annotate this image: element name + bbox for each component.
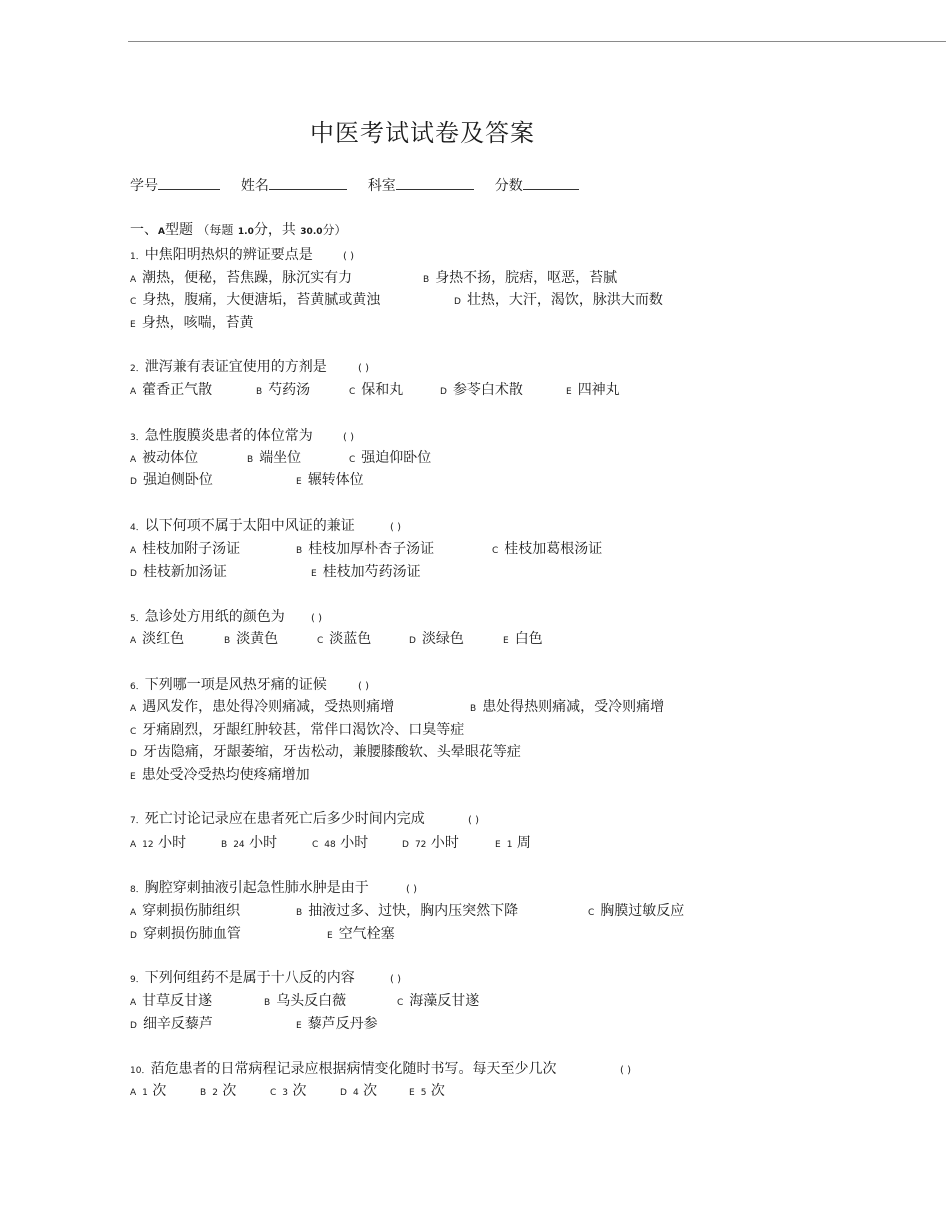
q4-option-e[interactable]: E 桂枝加芍药汤证 xyxy=(311,564,421,580)
q3-option-d[interactable]: D 强迫侧卧位 xyxy=(130,472,213,488)
section-header: 一、A型题 （每题 1.0分，共 30.0分） xyxy=(130,222,347,238)
header-rule xyxy=(128,41,946,42)
question-3-stem: 3．急性腹膜炎患者的体位常为 xyxy=(130,428,313,444)
department-label: 科室 xyxy=(367,178,396,194)
score-label: 分数 xyxy=(494,178,523,194)
q9-option-e[interactable]: E 藜芦反丹参 xyxy=(296,1016,378,1032)
q5-option-d[interactable]: D 淡绿色 xyxy=(409,631,464,647)
q8-option-b[interactable]: B 抽液过多、过快，胸内压突然下降 xyxy=(296,903,519,919)
q3-option-a[interactable]: A 被动体位 xyxy=(130,450,199,466)
q10-option-b[interactable]: B 2 次 xyxy=(200,1083,237,1099)
q8-option-e[interactable]: E 空气栓塞 xyxy=(327,926,395,942)
name-label: 姓名 xyxy=(240,178,269,194)
answer-paren-7[interactable]: ( ) xyxy=(468,815,479,826)
q2-option-e[interactable]: E 四神丸 xyxy=(566,382,620,398)
q4-option-b[interactable]: B 桂枝加厚朴杏子汤证 xyxy=(296,541,435,557)
q1-option-c[interactable]: C 身热，腹痛，大便溏垢，苔黄腻或黄浊 xyxy=(130,292,381,308)
question-2-stem: 2．泄泻兼有表证宜使用的方剂是 xyxy=(130,359,327,375)
q1-option-e[interactable]: E 身热，咳喘，苔黄 xyxy=(130,315,254,331)
question-4-stem: 4．以下何项不属于太阳中风证的兼证 xyxy=(130,518,355,534)
q7-option-c[interactable]: C 48 小时 xyxy=(312,835,369,851)
department-blank[interactable] xyxy=(396,175,474,190)
q2-option-c[interactable]: C 保和丸 xyxy=(349,382,404,398)
answer-paren-2[interactable]: ( ) xyxy=(358,363,369,374)
q3-option-b[interactable]: B 端坐位 xyxy=(247,450,302,466)
page-title: 中医考试试卷及答案 xyxy=(310,119,535,147)
q4-option-c[interactable]: C 桂枝加葛根汤证 xyxy=(492,541,603,557)
q10-option-d[interactable]: D 4 次 xyxy=(340,1083,378,1099)
q7-option-a[interactable]: A 12 小时 xyxy=(130,835,187,851)
answer-paren-4[interactable]: ( ) xyxy=(390,522,401,533)
answer-paren-3[interactable]: ( ) xyxy=(343,432,354,443)
q6-option-b[interactable]: B 患处得热则痛减，受冷则痛增 xyxy=(470,699,665,715)
score-blank[interactable] xyxy=(523,175,579,190)
answer-paren-1[interactable]: ( ) xyxy=(343,251,354,262)
q1-option-a[interactable]: A 潮热，便秘，苔焦躁，脉沉实有力 xyxy=(130,270,353,286)
answer-paren-9[interactable]: ( ) xyxy=(390,974,401,985)
q3-option-c[interactable]: C 强迫仰卧位 xyxy=(349,450,432,466)
q10-option-c[interactable]: C 3 次 xyxy=(270,1083,307,1099)
q10-option-e[interactable]: E 5 次 xyxy=(409,1083,445,1099)
q2-option-a[interactable]: A 藿香正气散 xyxy=(130,382,213,398)
question-1-stem: 1．中焦阳明热炽的辨证要点是 xyxy=(130,247,313,263)
q5-option-b[interactable]: B 淡黄色 xyxy=(224,631,279,647)
q6-option-e[interactable]: E 患处受冷受热均使疼痛增加 xyxy=(130,767,310,783)
question-6-stem: 6．下列哪一项是风热牙痛的证候 xyxy=(130,677,327,693)
q9-option-a[interactable]: A 甘草反甘遂 xyxy=(130,993,213,1009)
q6-option-c[interactable]: C 牙痛剧烈，牙龈红肿较甚，常伴口渴饮冷、口臭等症 xyxy=(130,722,465,738)
question-8-stem: 8．胸腔穿刺抽液引起急性肺水肿是由于 xyxy=(130,880,369,896)
student-id-label: 学号 xyxy=(130,178,158,194)
q8-option-a[interactable]: A 穿刺损伤肺组织 xyxy=(130,903,241,919)
q5-option-a[interactable]: A 淡红色 xyxy=(130,631,185,647)
q9-option-b[interactable]: B 乌头反白薇 xyxy=(264,993,347,1009)
student-info-line xyxy=(130,175,579,196)
answer-paren-6[interactable]: ( ) xyxy=(358,681,369,692)
question-7-stem: 7．死亡讨论记录应在患者死亡后多少时间内完成 xyxy=(130,811,425,827)
question-9-stem: 9．下列何组药不是属于十八反的内容 xyxy=(130,970,355,986)
q3-option-e[interactable]: E 辗转体位 xyxy=(296,472,364,488)
q2-option-b[interactable]: B 芍药汤 xyxy=(256,382,311,398)
q1-option-d[interactable]: D 壮热，大汗，渴饮，脉洪大而数 xyxy=(454,292,663,308)
q9-option-d[interactable]: D 细辛反藜芦 xyxy=(130,1016,213,1032)
q1-option-b[interactable]: B 身热不扬，脘痞，呕恶，苔腻 xyxy=(423,270,618,286)
q5-option-e[interactable]: E 白色 xyxy=(503,631,543,647)
answer-paren-10[interactable]: ( ) xyxy=(620,1065,631,1076)
q5-option-c[interactable]: C 淡蓝色 xyxy=(317,631,372,647)
q6-option-a[interactable]: A 遇风发作，患处得冷则痛减，受热则痛增 xyxy=(130,699,395,715)
answer-paren-5[interactable]: ( ) xyxy=(311,613,322,624)
q8-option-d[interactable]: D 穿刺损伤肺血管 xyxy=(130,926,241,942)
student-id-blank[interactable] xyxy=(158,175,220,190)
q8-option-c[interactable]: C 胸膜过敏反应 xyxy=(588,903,685,919)
q4-option-d[interactable]: D 桂枝新加汤证 xyxy=(130,564,227,580)
answer-paren-8[interactable]: ( ) xyxy=(406,884,417,895)
q9-option-c[interactable]: C 海藻反甘遂 xyxy=(397,993,480,1009)
name-blank[interactable] xyxy=(269,175,347,190)
q4-option-a[interactable]: A 桂枝加附子汤证 xyxy=(130,541,241,557)
question-5-stem: 5．急诊处方用纸的颜色为 xyxy=(130,609,285,625)
q7-option-d[interactable]: D 72 小时 xyxy=(402,835,459,851)
q10-option-a[interactable]: A 1 次 xyxy=(130,1083,167,1099)
q7-option-e[interactable]: E 1 周 xyxy=(495,835,531,851)
q2-option-d[interactable]: D 参苓白术散 xyxy=(440,382,523,398)
q6-option-d[interactable]: D 牙齿隐痛，牙龈萎缩，牙齿松动，兼腰膝酸软、头晕眼花等症 xyxy=(130,744,521,760)
question-10-stem: 10．萡危患者的日常病程记录应根据病情变化随时书写。每天至少几次 xyxy=(130,1061,557,1077)
q7-option-b[interactable]: B 24 小时 xyxy=(221,835,278,851)
